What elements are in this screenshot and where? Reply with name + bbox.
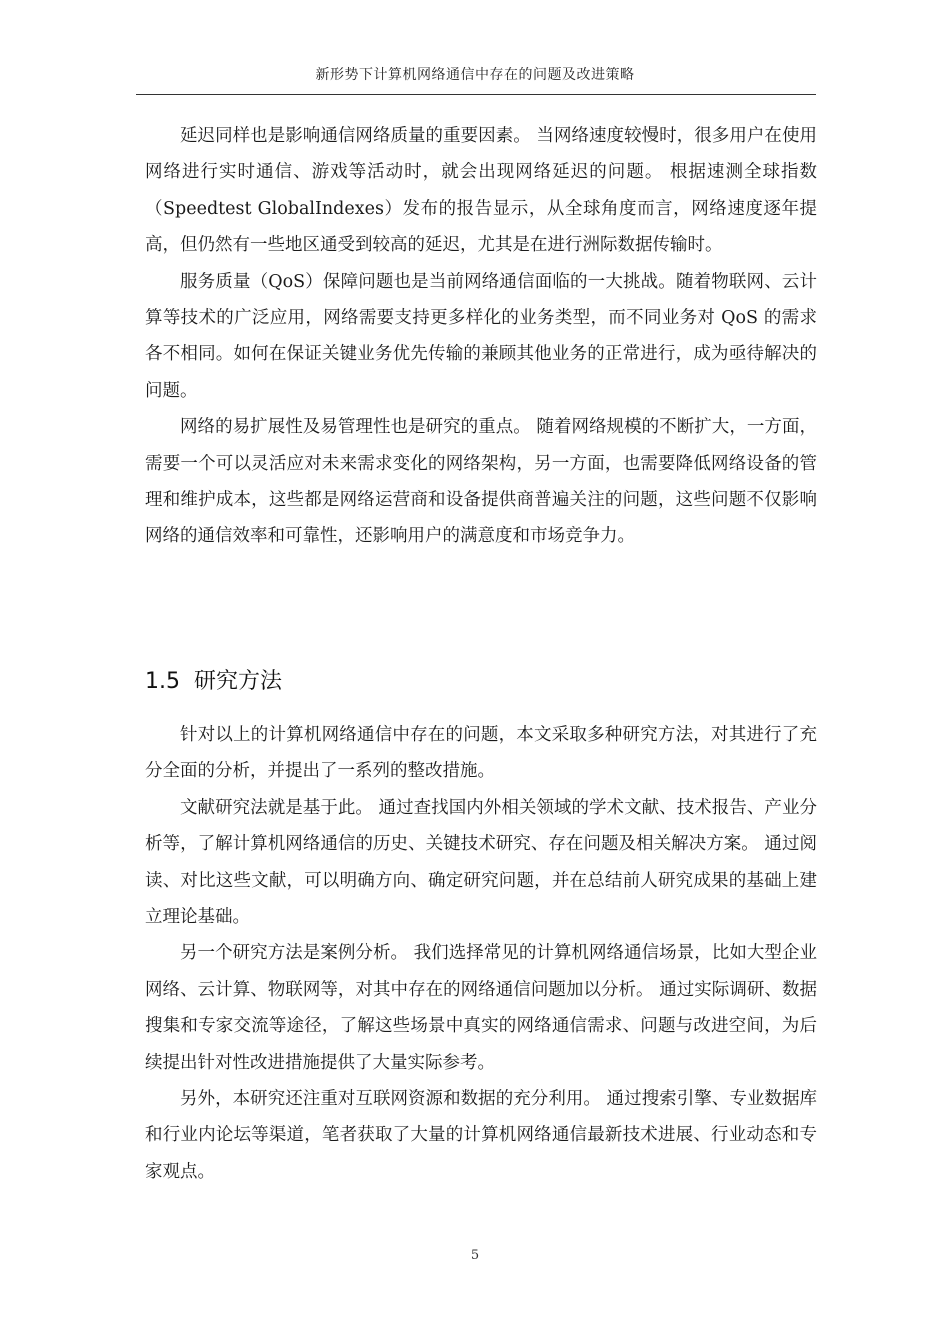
- page-number: 5: [470, 1248, 480, 1263]
- body-text-top: [145, 118, 817, 555]
- section-number: 1.5: [145, 669, 180, 694]
- running-header: 新形势下计算机网络通信中存在的问题及改进策略: [315, 67, 635, 83]
- paragraph-literature-review: 文献研究法就是基于此。 通过查找国内外相关领域的学术文献、技术报告、产业分析等，了解计算机网络通信的历史、关键技术研究、存在问题及相关解决方案。 通过阅读、对比这些文献，可以明确方向、确定研究问题，并在总结前人研究成果的基础上建立理论基础。: [145, 797, 817, 928]
- paragraph-methods-intro: 针对以上的计算机网络通信中存在的问题，本文采取多种研究方法，对其进行了充分全面的分析，并提出了一系列的整改措施。: [145, 725, 817, 782]
- paragraph-scalability: 网络的易扩展性及易管理性也是研究的重点。 随着网络规模的不断扩大，一方面，需要一个可以灵活应对未来需求变化的网络架构，另一方面，也需要降低网络设备的管理和维护成本，这些都是网络运营商和设备提供商普遍关注的问题，这些问题不仅影响网络的通信效率和可靠性，还影响用户的满意度和市场竞争力。: [145, 417, 817, 547]
- paragraph-case-study: 另一个研究方法是案例分析。 我们选择常见的计算机网络通信场景，比如大型企业网络、云计算、物联网等，对其中存在的网络通信问题加以分析。 通过实际调研、数据搜集和专家交流等途径，了解这些场景中真实的网络通信需求、问题与改进空间，为后续提出针对性改进措施提供了大量实际参考。: [145, 943, 817, 1073]
- paragraph-internet-resources: 另外，本研究还注重对互联网资源和数据的充分利用。 通过搜索引擎、专业数据库和行业内论坛等渠道，笔者获取了大量的计算机网络通信最新技术进展、行业动态和专家观点。: [145, 1089, 817, 1182]
- paragraph-qos: 服务质量（QoS）保障问题也是当前网络通信面临的一大挑战。随着物联网、云计算等技术的广泛应用，网络需要支持更多样化的业务类型，而不同业务对 QoS 的需求各不相同。如何在保证关键业务优先传输的兼顾其他业务的正常进行，成为亟待解决的问题。: [145, 271, 817, 401]
- paragraph-latency: 延迟同样也是影响通信网络质量的重要因素。 当网络速度较慢时，很多用户在使用网络进行实时通信、游戏等活动时，就会出现网络延迟的问题。 根据速测全球指数（Speedtest GlobalIndexes）发布的报告显示，从全球角度而言，网络速度逐年提高，但仍然有一些地区通受到较高的延迟，尤其是在进行洲际数据传输时。: [145, 126, 817, 256]
- body-text-bottom: [145, 717, 817, 1190]
- section-title: 研究方法: [194, 669, 283, 694]
- header-divider: [136, 94, 816, 95]
- section-heading: [145, 664, 282, 695]
